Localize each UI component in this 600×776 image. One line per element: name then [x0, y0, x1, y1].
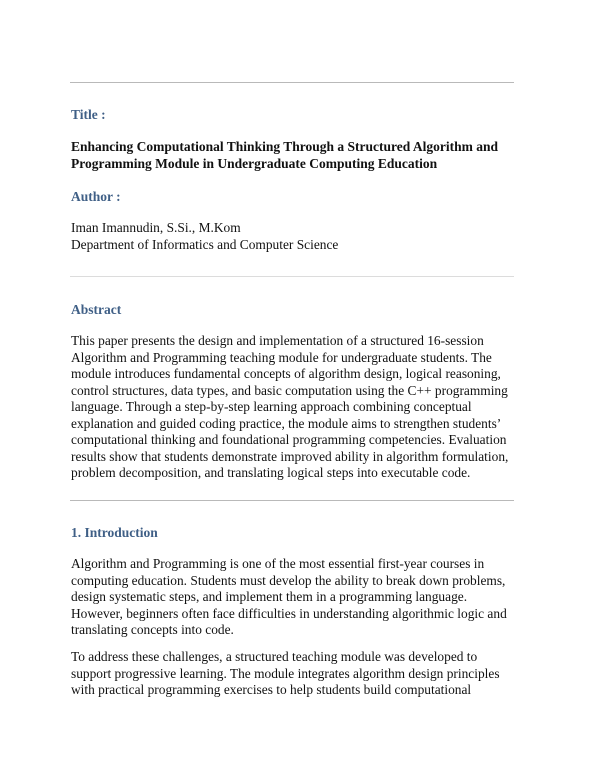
- paper-title: [71, 138, 521, 172]
- abstract-line: problem decomposition, and translating logical steps into executable code.: [71, 465, 471, 480]
- introduction-paragraph-1: [71, 556, 521, 639]
- abstract-line: language. Through a step-by-step learning approach combining conceptual: [71, 399, 472, 414]
- abstract-line: explanation and guided coding practice, the module aims to strengthen students’: [71, 415, 502, 431]
- title-heading: Title :: [71, 107, 106, 122]
- introduction-line: However, beginners often face difficulties in understanding algorithmic logic and: [71, 605, 507, 621]
- introduction-paragraph-2: [71, 649, 521, 699]
- abstract-line: results show that students demonstrate improved ability in algorithm formulation,: [71, 448, 509, 464]
- author-name: Iman Imannudin, S.Si., M.Kom: [71, 220, 241, 235]
- introduction-heading: 1. Introduction: [71, 525, 158, 540]
- top-divider: [70, 82, 514, 83]
- introduction-line: To address these challenges, a structured teaching module was developed to: [71, 649, 478, 664]
- introduction-line: translating concepts into code.: [71, 622, 234, 637]
- introduction-line: Algorithm and Programming is one of the most essential first-year courses in: [71, 556, 485, 571]
- paper-title-line: Enhancing Computational Thinking Through a Structured Algorithm and: [71, 139, 499, 154]
- author-heading: Author :: [71, 189, 121, 204]
- introduction-line: computing education. Students must develop the ability to break down problems,: [71, 572, 506, 588]
- author-divider: [70, 276, 514, 277]
- abstract-divider: [70, 500, 514, 501]
- abstract-heading: Abstract: [71, 302, 122, 317]
- abstract-line: This paper presents the design and implementation of a structured 16-session: [71, 333, 484, 348]
- paper-title-line: Programming Module in Undergraduate Computing Education: [71, 156, 438, 171]
- author-block: [71, 220, 521, 253]
- abstract-line: computational thinking and foundational programming competencies. Evaluation: [71, 432, 507, 447]
- introduction-line: with practical programming exercises to help students build computational: [71, 682, 472, 697]
- introduction-line: design systematic steps, and implement them in a programming language.: [71, 589, 468, 604]
- author-affiliation: Department of Informatics and Computer Science: [71, 236, 339, 252]
- abstract-line: module introduces fundamental concepts of algorithm design, logical reasoning,: [71, 366, 501, 381]
- introduction-line: support progressive learning. The module integrates algorithm design principles: [71, 665, 500, 681]
- abstract-line: Algorithm and Programming teaching module for undergraduate students. The: [71, 349, 492, 365]
- abstract-line: control structures, data types, and basic computation using the C++ programming: [71, 382, 508, 398]
- abstract-paragraph: [71, 333, 521, 482]
